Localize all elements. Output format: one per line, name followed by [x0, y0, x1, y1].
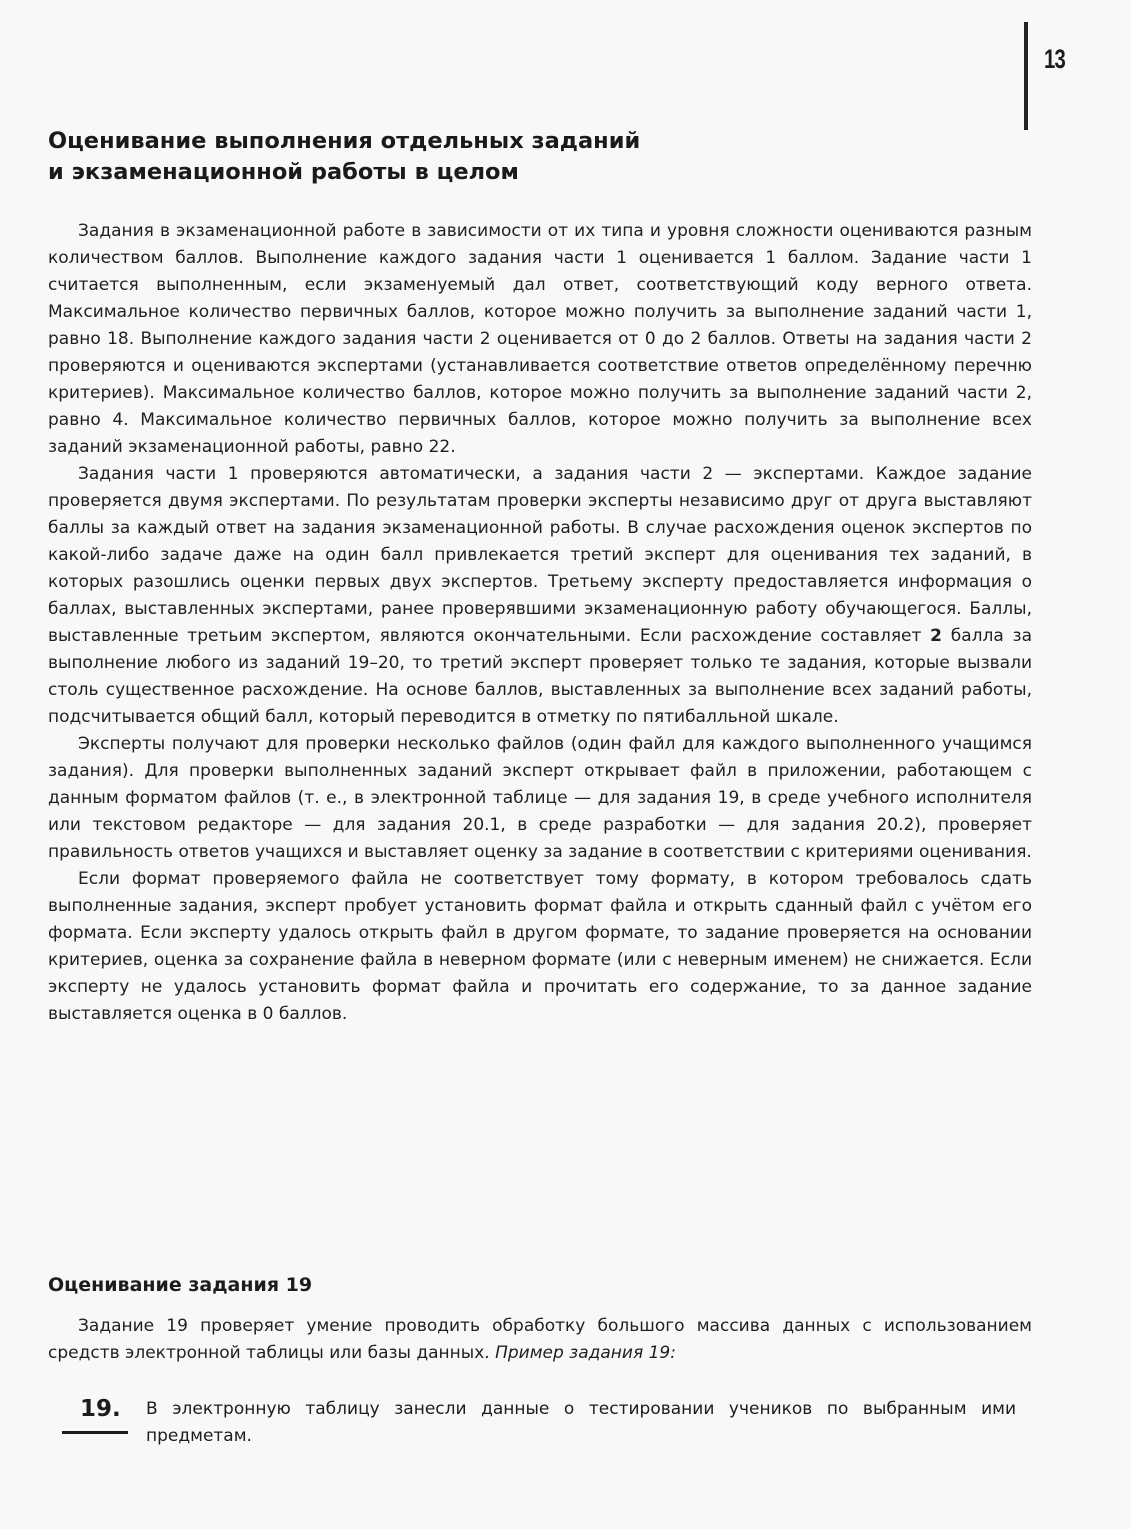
subsection-title: Оценивание задания 19 [48, 1274, 313, 1296]
page-number: 13 [1044, 44, 1066, 74]
paragraph-expert-checking-part-2: балла за выполнение любого из заданий 19–20, то третий эксперт проверяет только те задания, которые вызвали столь существенное расхождение. На основе баллов, выставленных за выполнение всех заданий работы, подсчитывается общий балл, который переводится в отметку по пятибалльной шкале. [48, 626, 1032, 727]
section-title-line-2: и экзаменационной работы в целом [48, 159, 519, 185]
paragraph-files: Эксперты получают для проверки несколько файлов (один файл для каждого выполненного учащимся задания). Для проверки выполненных заданий эксперт открывает файл в приложении, работающем с данным форматом файлов (т. е., в электронной таблице — для задания 19, в среде учебного исполнителя или текстовом редакторе — для задания 20.1, в среде разработки — для задания 20.2), проверяет правильность ответов учащихся и выставляет оценку за задание в соответствии с критериями оценивания. [48, 734, 1032, 862]
section-title [48, 126, 948, 188]
task-text: В электронную таблицу занесли данные о тестировании учеников по выбранным ими предметам. [146, 1399, 1016, 1446]
paragraph-file-format: Если формат проверяемого файла не соответствует тому формату, в котором требовалось сдать выполненные задания, эксперт пробует установить формат файла и открыть сданный файл с учётом его формата. Если эксперту удалось открыть файл в другом формате, то задание проверяется на основании критериев, оценка за сохранение файла в неверном формате (или с неверным именем) не снижается. Если эксперту не удалось установить формат файла и прочитать его содержание, то за данное задание выставляется оценка в 0 баллов. [48, 869, 1032, 1024]
task-number-underline [62, 1431, 128, 1434]
subsection-intro [48, 1313, 1032, 1367]
section-title-line-1: Оценивание выполнения отдельных заданий [48, 128, 641, 154]
paragraph-scoring-overview: Задания в экзаменационной работе в зависимости от их типа и уровня сложности оцениваются разным количеством баллов. Выполнение каждого задания части 1 оценивается 1 баллом. Задание части 1 считается выполненным, если экзаменуемый дал ответ, соответствующий коду верного ответа. Максимальное количество первичных баллов, которое можно получить за выполнение заданий части 1, равно 18. Выполнение каждого задания части 2 оценивается от 0 до 2 баллов. Ответы на задания части 2 проверяются и оцениваются экспертами (устанавливается соответствие ответов определённому перечню критериев). Максимальное количество баллов, которое можно получить за выполнение заданий части 2, равно 4. Максимальное количество первичных баллов, которое можно получить за выполнение всех заданий экзаменационной работы, равно 22. [48, 221, 1032, 457]
main-text [48, 218, 1032, 1028]
paragraph-expert-checking [48, 461, 1032, 731]
paragraph-expert-checking-part-1: Задания части 1 проверяются автоматически, а задания части 2 — экспертами. Каждое задание проверяется двумя экспертами. По результатам проверки эксперты независимо друг от друга выставляют баллы за каждый ответ на задания экзаменационной работы. В случае расхождения оценок экспертов по какой-либо задаче даже на один балл привлекается третий эксперт для оценивания тех заданий, в которых разошлись оценки первых двух экспертов. Третьему эксперту предоставляется информация о баллах, выставленных экспертами, ранее проверявшими экзаменационную работу обучающегося. Баллы, выставленные третьим экспертом, являются окончательными. Если расхождение составляет [48, 464, 1032, 646]
subsection-intro-text: Задание 19 проверяет умение проводить обработку большого массива данных с использованием средств электронной таблицы или базы данных. [48, 1316, 1032, 1363]
subsection-intro-paragraph [48, 1313, 1032, 1367]
header-rule [1024, 22, 1028, 130]
task-number: 19. [80, 1396, 121, 1422]
example-label: Пример задания 19: [495, 1343, 676, 1363]
paragraph-expert-checking-bold-value: 2 [930, 626, 942, 646]
